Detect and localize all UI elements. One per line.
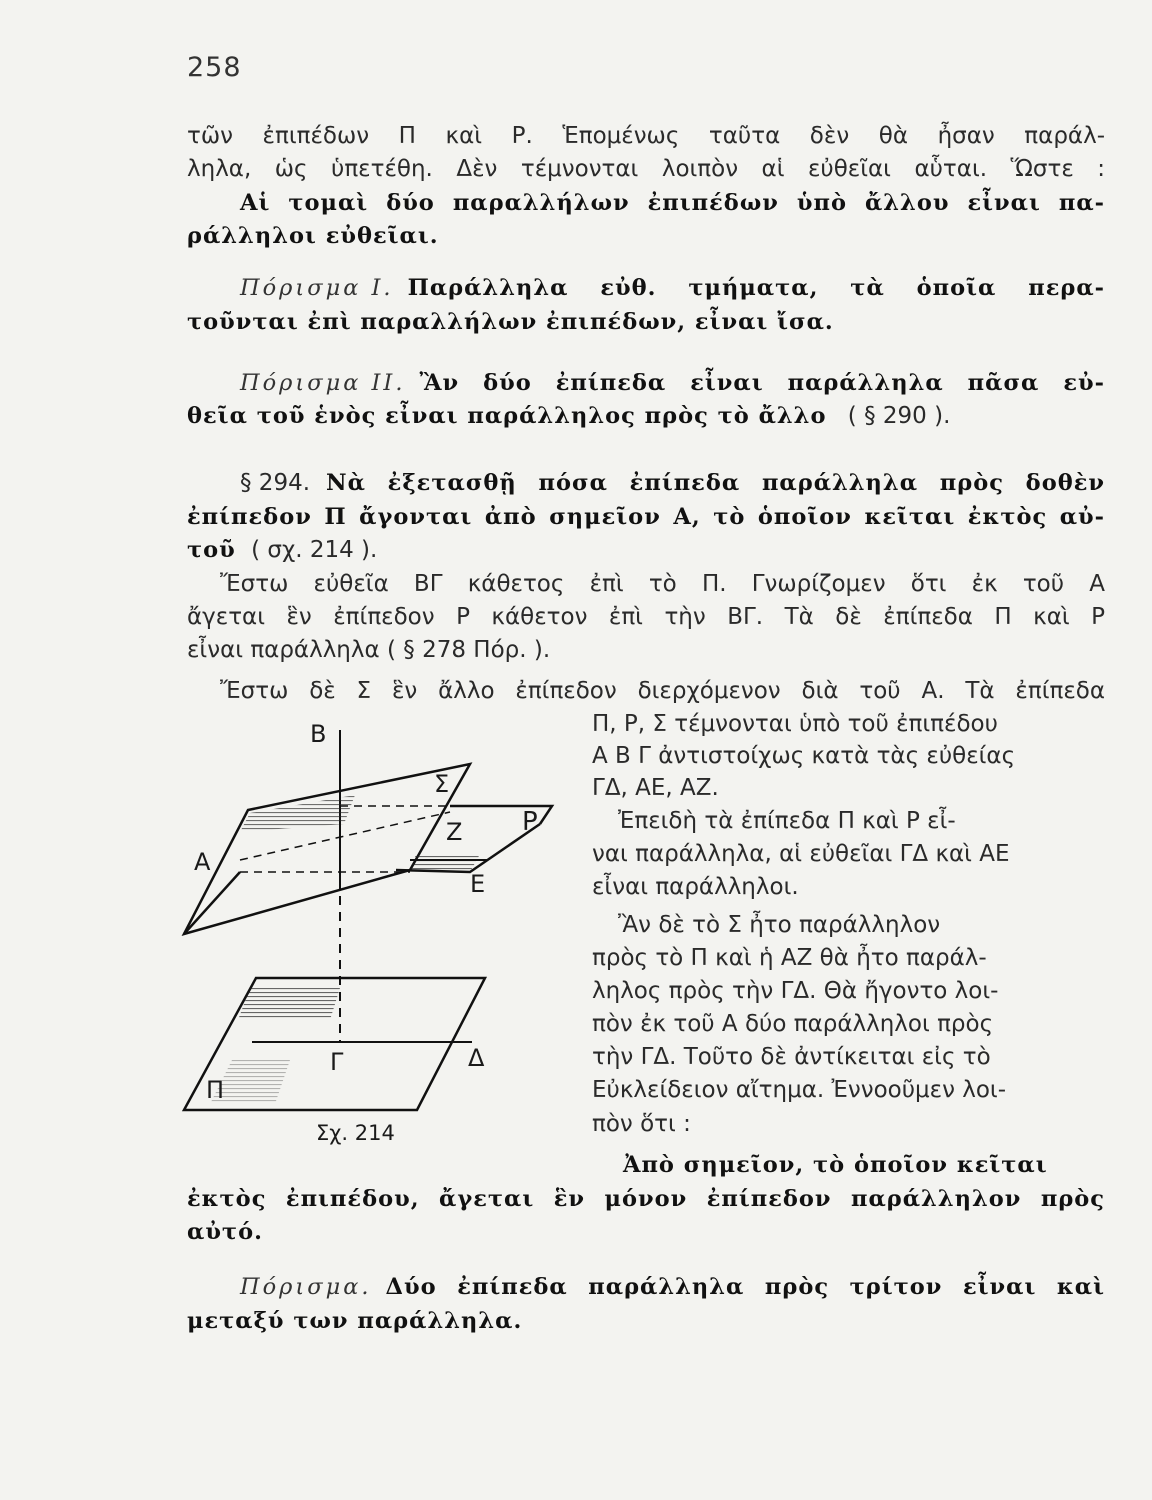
theorem-line: Αἱ τομαὶ δύο παραλλήλων ἐπιπέδων ὑπὸ ἄλλου εἶναι πα- xyxy=(240,190,1105,216)
label-gamma: Γ xyxy=(330,1048,344,1076)
text-line: Ἔστω δὲ Σ ἓν ἄλλο ἐπίπεδον διερχόμενον διὰ τοῦ Α. Τὰ ἐπίπεδα xyxy=(220,678,1105,704)
label-z: Ζ xyxy=(446,818,463,846)
text-line: Π, Ρ, Σ τέμνονται ὑπὸ τοῦ ἐπιπέδου xyxy=(592,711,998,737)
label-sigma: Σ xyxy=(434,770,450,798)
text-line: Ἂν δὲ τὸ Σ ἦτο παράλληλον xyxy=(618,912,941,938)
label-a: Α xyxy=(194,848,211,876)
label-delta: Δ xyxy=(468,1044,485,1072)
text-line: εἶναι παράλληλα ( § 278 Πόρ. ). xyxy=(187,637,551,663)
section-294-line3 xyxy=(187,535,377,565)
plane-sigma xyxy=(184,764,470,934)
corollary-text: Ἂν δύο ἐπίπεδα εἶναι παράλληλα πᾶσα εὐ- xyxy=(419,370,1105,396)
figure-ref: ( σχ. 214 ). xyxy=(251,537,378,563)
corollary-text: θεῖα τοῦ ἑνὸς εἶναι παράλληλος πρὸς τὸ ἄλλο xyxy=(187,403,827,429)
text-line: πὸν ἐκ τοῦ Α δύο παράλληλοι πρὸς xyxy=(592,1011,994,1037)
text-line: ληλα, ὡς ὑπετέθη. Δὲν τέμνονται λοιπὸν αἱ εὐθεῖαι αὗται. Ὥστε : xyxy=(187,156,1105,182)
theorem-line: Ἀπὸ σημεῖον, τὸ ὁποῖον κεῖται xyxy=(623,1152,1048,1178)
label-e: Ε xyxy=(470,870,486,898)
figure-214 xyxy=(180,720,580,1150)
theorem-line: ράλληλοι εὐθεῖαι. xyxy=(187,223,439,249)
text-line: Εὐκλείδειον αἴτημα. Ἐννοοῦμεν λοι- xyxy=(592,1077,1007,1103)
section-294-line xyxy=(240,468,1105,498)
text-line: ληλος πρὸς τὴν ΓΔ. Θὰ ἤγοντο λοι- xyxy=(592,978,999,1004)
corollary-label: Πόρισμα I. xyxy=(240,275,394,301)
text-line: Α Β Γ ἀντιστοίχως κατὰ τὰς εὐθείας xyxy=(592,743,1016,769)
corollary-3-line xyxy=(240,1272,1105,1302)
label-b: Β xyxy=(310,720,327,748)
label-pi: Π xyxy=(206,1076,225,1104)
corollary-text: Παράλληλα εὐθ. τμήματα, τὰ ὁποῖα περα- xyxy=(407,275,1105,301)
text-line: τὴν ΓΔ. Τοῦτο δὲ ἀντίκειται εἰς τὸ xyxy=(592,1044,991,1070)
section-text: ἐπίπεδον Π ἄγονται ἀπὸ σημεῖον Α, τὸ ὁποῖον κεῖται ἐκτὸς αὐ- xyxy=(187,504,1105,530)
corollary-2-line xyxy=(240,368,1105,398)
corollary-1-line xyxy=(240,273,1105,303)
section-number: § 294. xyxy=(240,470,311,496)
section-text: τοῦ xyxy=(187,537,236,563)
section-ref: ( § 290 ). xyxy=(847,403,951,429)
text-line: πρὸς τὸ Π καὶ ἡ ΑΖ θὰ ἦτο παράλ- xyxy=(592,945,987,971)
corollary-label: Πόρισμα. xyxy=(240,1274,372,1300)
label-p: Ρ xyxy=(522,807,538,837)
text-line: ΓΔ, ΑΕ, ΑΖ. xyxy=(592,775,719,801)
text-line: εἶναι παράλληλοι. xyxy=(592,874,799,900)
text-line: Ἐπειδὴ τὰ ἐπίπεδα Π καὶ Ρ εἶ- xyxy=(618,808,956,834)
text-line: πὸν ὅτι : xyxy=(592,1111,691,1137)
theorem-line: ἐκτὸς ἐπιπέδου, ἄγεται ἓν μόνον ἐπίπεδον παράλληλον πρὸς xyxy=(187,1186,1105,1212)
corollary-text: Δύο ἐπίπεδα παράλληλα πρὸς τρίτον εἶναι καὶ xyxy=(385,1274,1105,1300)
corollary-text: μεταξύ των παράλληλα. xyxy=(187,1308,523,1334)
text-line: ναι παράλληλα, αἱ εὐθεῖαι ΓΔ καὶ ΑΕ xyxy=(592,841,1010,867)
page-number: 258 xyxy=(187,52,242,83)
corollary-2-line2 xyxy=(187,401,950,431)
theorem-line: αὐτό. xyxy=(187,1219,263,1245)
section-text: Νὰ ἐξετασθῇ πόσα ἐπίπεδα παράλληλα πρὸς δοθὲν xyxy=(326,470,1105,496)
corollary-label: Πόρισμα II. xyxy=(240,370,406,396)
plane-pi-shading xyxy=(238,988,340,1020)
text-line: Ἔστω εὐθεῖα ΒΓ κάθετος ἐπὶ τὸ Π. Γνωρίζομεν ὅτι ἐκ τοῦ Α xyxy=(220,571,1105,597)
figure-caption: Σχ. 214 xyxy=(316,1121,395,1145)
corollary-text: τοῦνται ἐπὶ παραλλήλων ἐπιπέδων, εἶναι ἴσα. xyxy=(187,309,834,335)
text-line: ἄγεται ἓν ἐπίπεδον Ρ κάθετον ἐπὶ τὴν ΒΓ. Τὰ δὲ ἐπίπεδα Π καὶ Ρ xyxy=(187,604,1105,630)
text-line: τῶν ἐπιπέδων Π καὶ Ρ. Ἑπομένως ταῦτα δὲν θὰ ἦσαν παράλ- xyxy=(187,123,1105,149)
